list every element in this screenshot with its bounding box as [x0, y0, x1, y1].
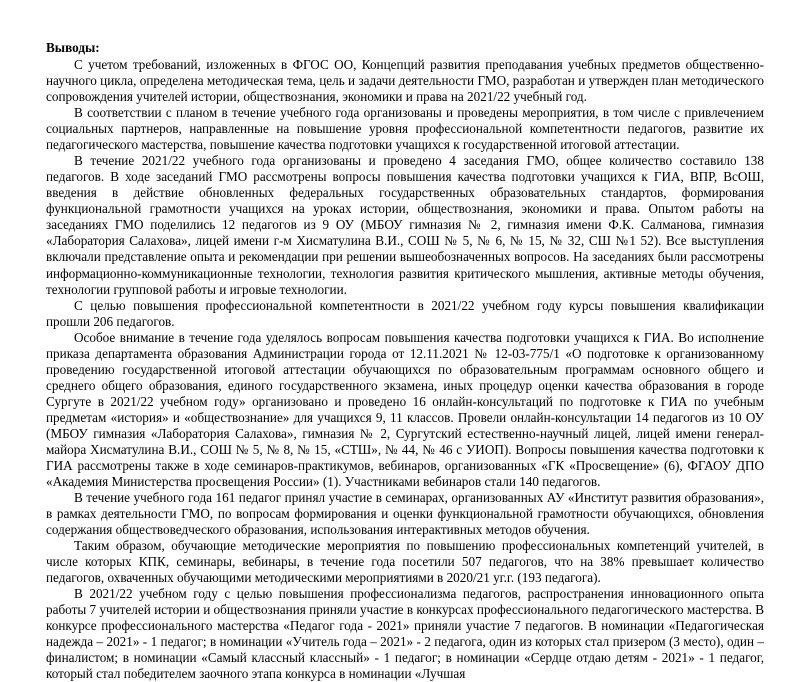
paragraph-3: В течение 2021/22 учебного года организованы и проведено 4 заседания ГМО, общее количество составило 138 педагогов. В ходе заседаний ГМО рассмотрены вопросы повышения качества подготовки учащихся к ГИА, ВПР, ВсОШ, введения в действие обновленных федеральных государственных образовательных стандартов, формирования функциональной грамотности учащихся на уроках истории, обществознания, экономики и права. Опытом работы на заседаниях ГМО поделились 12 педагогов из 9 ОУ (МБОУ гимназия № 2, гимназия имени Ф.К. Салманова, гимназия «Лаборатория Салахова», лицей имени г-м Хисматулина В.И., СОШ № 5, № 6, № 15, № 32, СШ №1 52). Все выступления включали представление опыта и рекомендации при решении вышеобозначенных вопросов. На заседаниях были рассмотрены информационно-коммуникационные технологии, технология развития критического мышления, активные методы обучения, технологии групповой работы и игровые технологии.	[46, 153, 764, 297]
paragraph-2: В соответствии с планом в течение учебного года организованы и проведены мероприятия, в том числе с привлечением социальных партнеров, направленные на повышение уровня профессиональной компетентности педагогов, развитие их педагогического мастерства, повышение качества подготовки учащихся к государственной итоговой аттестации.	[46, 105, 764, 153]
paragraph-8: В 2021/22 учебном году с целью повышения профессионализма педагогов, распространения инновационного опыта работы 7 учителей истории и обществознания приняли участие в конкурсах профессионального педагогического мастерства. В конкурсе профессионального мастерства «Педагог года - 2021» приняли участие 7 педагогов. В номинации «Педагогическая надежда – 2021» - 1 педагог; в номинации «Учитель года – 2021» - 2 педагога, один из которых стал призером (3 место), один – финалистом; в номинации «Самый классный классный» - 1 педагог; в номинации «Сердце отдаю детям - 2021» - 1 педагог, который стал победителем заочного этапа конкурса в номинации «Лучшая	[46, 586, 764, 682]
page-title: Выводы:	[46, 40, 100, 55]
paragraph-4: С целью повышения профессиональной компетентности в 2021/22 учебном году курсы повышения квалификации прошли 206 педагогов.	[46, 297, 764, 329]
paragraph-6: В течение учебного года 161 педагог принял участие в семинарах, организованных АУ «Институт развития образования», в рамках деятельности ГМО, по вопросам формирования и оценки функциональной грамотности обучающихся, обновления содержания обществоведческого образования, использования интерактивных методов обучения.	[46, 489, 764, 537]
paragraph-5: Особое внимание в течение года уделялось вопросам повышения качества подготовки учащихся к ГИА. Во исполнение приказа департамента образования Администрации города от 12.11.2021 № 12-03-775/1 «О подготовке к организованному проведению государственной итоговой аттестации обучающихся по образовательным программам основного общего и среднего общего образования, единого государственного экзамена, иных процедур оценки качества образования в городе Сургуте в 2021/22 учебном году» организовано и проведено 16 онлайн-консультаций по подготовке к ГИА по учебным предметам «история» и «обществознание» для учащихся 9, 11 классов. Провели онлайн-консультации 14 педагогов из 10 ОУ (МБОУ гимназия «Лаборатория Салахова», гимназия № 2, Сургутский естественно-научный лицей, лицей имени генерал-майора Хисматулина В.И., СОШ № 5, № 8, № 15, «СТШ», № 44, № 46 с УИОП). Вопросы повышения качества подготовки к ГИА рассмотрены также в ходе семинаров-практикумов, вебинаров, организованных «ГК «Просвещение» (6), ФГАОУ ДПО «Академия Министерства просвещения России» (1). Участниками вебинаров стали 140 педагогов.	[46, 329, 764, 489]
paragraph-7: Таким образом, обучающие методические мероприятия по повышению профессиональных компетенций учителей, в числе которых КПК, семинары, вебинары, в течение года посетили 507 педагогов, что на 38% превышает количество педагогов, охваченных обучающими методическими мероприятиями в 2020/21 уг.г. (193 педагога).	[46, 538, 764, 586]
paragraph-1: С учетом требований, изложенных в ФГОС ОО, Концепций развития преподавания учебных предметов общественно-научного цикла, определена методическая тема, цель и задачи деятельности ГМО, разработан и утвержден план методического сопровождения учителей истории, обществознания, экономики и права на 2021/22 учебный год.	[46, 57, 764, 105]
